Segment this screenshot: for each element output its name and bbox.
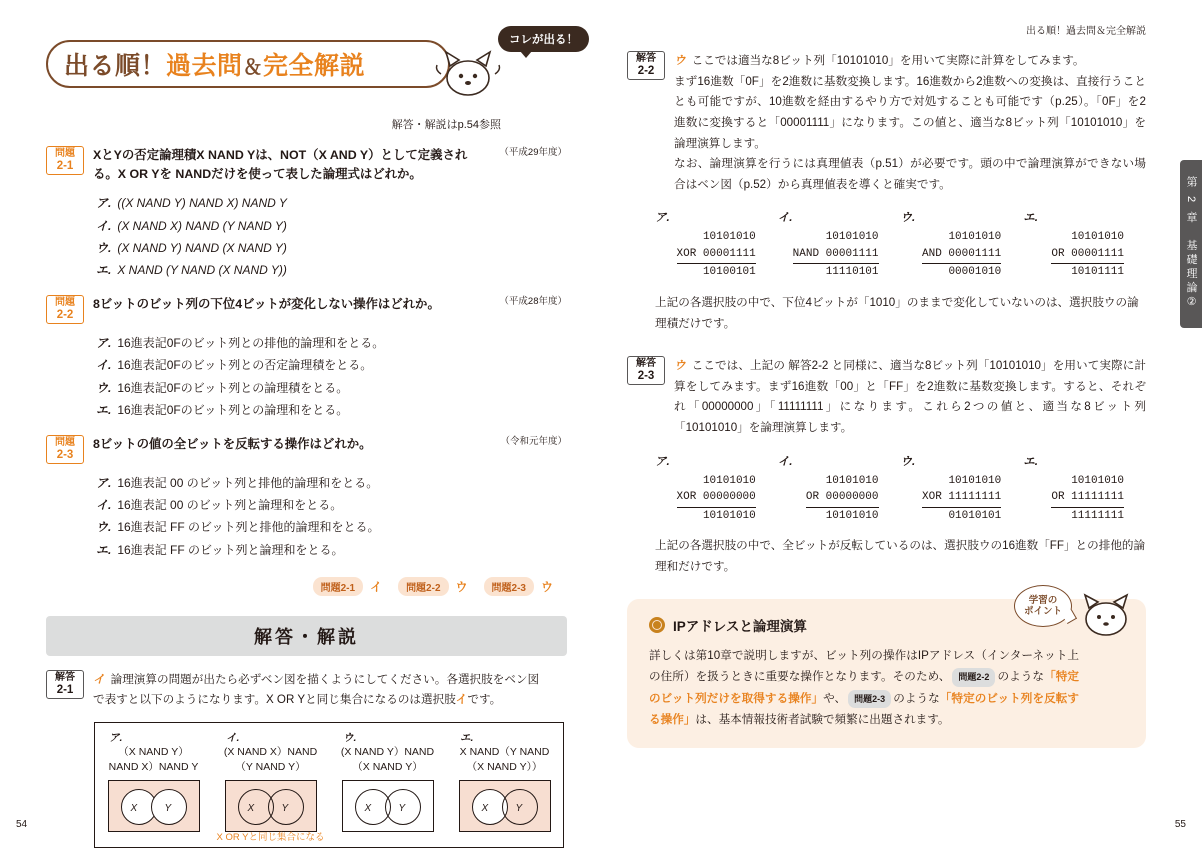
- answer-tag-2-3: [627, 356, 665, 385]
- venn-x-label: X: [364, 802, 372, 814]
- venn-diagram-figure: [94, 722, 564, 848]
- calc-lines: [1023, 473, 1146, 525]
- venn-marker: エ.: [460, 732, 474, 745]
- page-title-amp: ＆: [242, 57, 264, 79]
- calc-marker: エ.: [1023, 212, 1038, 225]
- venn-graphic: [225, 780, 317, 832]
- venn-graphic: [459, 780, 551, 832]
- answer-pill-label: 問題2-1: [313, 577, 363, 596]
- calc-operand-2: OR 00001111: [1051, 246, 1124, 265]
- explanation-block-2-2: [627, 51, 1146, 195]
- tip-text-4: のような: [893, 691, 940, 705]
- venn-label: [212, 731, 329, 774]
- answer-pill-value: ウ: [455, 579, 468, 594]
- calc-operand-1: 10101010: [948, 474, 1002, 487]
- calc-column: [778, 209, 901, 281]
- choice-item[interactable]: [96, 354, 567, 376]
- explanation-text-2: で表すと以下のようになります。X OR Yと同じ集合になるのは選択肢: [93, 692, 456, 706]
- answer-pill-label: 問題2-3: [484, 577, 534, 596]
- page-title-part2: 過去問: [166, 52, 243, 80]
- venn-cell: [446, 731, 563, 847]
- running-header: 出る順！過去問＆完全解説: [1026, 26, 1146, 37]
- choice-text: 16進表記0Fのビット列との否定論理積をとる。: [117, 358, 373, 373]
- choice-item[interactable]: [96, 399, 567, 421]
- answer-pill-label: 問題2-2: [398, 577, 448, 596]
- answer-letter-2-1: イ: [93, 672, 105, 686]
- venn-cell: [329, 731, 446, 847]
- choice-item[interactable]: [96, 237, 567, 259]
- choice-list-2-3: [96, 472, 567, 561]
- answer-summary-bar: [46, 577, 553, 596]
- page-title: [64, 46, 365, 82]
- choice-marker: ア.: [96, 336, 112, 351]
- question-year-2-2: （平成28年度）: [499, 296, 567, 308]
- reference-note: 解答・解説はp.54参照: [391, 119, 501, 131]
- calc-operand-2: XOR 00001111: [677, 246, 756, 265]
- answer-pill: [398, 577, 467, 596]
- page-number-right: 55: [1174, 819, 1186, 830]
- venn-formula-line1: (X NAND Y）NAND: [340, 746, 435, 759]
- calc-lines: [655, 473, 778, 525]
- choice-marker: エ.: [96, 263, 112, 277]
- calc-marker: ウ.: [900, 212, 916, 225]
- calc-result: 10101111: [1071, 266, 1124, 279]
- calc-operand-1: 10101010: [825, 474, 879, 487]
- study-point-bubble-line2: ポイント: [1023, 606, 1062, 618]
- study-point-box: [627, 594, 1146, 747]
- answer-pill-value: イ: [370, 579, 383, 594]
- answer-tag-number: 2-2: [637, 65, 655, 77]
- choice-text: 16進表記 FF のビット列と論理和をとる。: [117, 542, 344, 557]
- venn-marker: ア.: [109, 732, 123, 745]
- calc-column: [655, 453, 778, 525]
- chapter-side-tab: [1180, 160, 1202, 328]
- choice-item[interactable]: [96, 494, 567, 516]
- venn-label: [329, 731, 446, 774]
- choice-item[interactable]: [96, 539, 567, 561]
- calc-column: [655, 209, 778, 281]
- explanation-block-2-1: [46, 670, 567, 711]
- callout-bubble: コレが出る！: [498, 26, 589, 52]
- explanation-text-1: 論理演算の問題が出たら必ずベン図を描くようにしてください。各選択肢をベン図: [110, 672, 540, 686]
- question-tag-label: 問題: [55, 436, 75, 448]
- calc-marker: ア.: [655, 455, 670, 468]
- tip-text-5: は、基本情報技術者試験で頻繁に出題されます。: [695, 712, 950, 726]
- tip-inline-tag-2: 問題2-3: [848, 690, 891, 708]
- calc-result: 00001010: [948, 266, 1002, 279]
- choice-text: (X NAND X) NAND (Y NAND Y): [117, 218, 287, 233]
- choice-text: (X NAND Y) NAND (X NAND Y): [117, 240, 287, 255]
- question-tag-number: 2-3: [56, 448, 74, 461]
- venn-formula-line1: (X NAND X）NAND: [223, 746, 318, 759]
- calc-lines: [901, 473, 1024, 525]
- choice-list-2-2: [96, 332, 567, 421]
- page-title-part1: 出る順！: [64, 52, 167, 80]
- question-body-2-3: 8ビットの値の全ビットを反転する操作はどれか。: [93, 436, 372, 451]
- choice-item[interactable]: [96, 472, 567, 494]
- page-title-part3: 完全解説: [263, 52, 366, 80]
- venn-cell: [95, 731, 212, 847]
- explanation-body-2-3: [674, 356, 1146, 439]
- question-block-2-3: [46, 435, 567, 561]
- question-body-2-1: XとYの否定論理積X NAND Yは、NOT（X AND Y）として定義される。X OR Yを NANDだけを使って表した論理式はどれか。: [93, 148, 468, 182]
- choice-text: 16進表記0Fのビット列との論理積をとる。: [117, 380, 349, 395]
- question-text-2-3: [93, 435, 567, 454]
- choice-marker: エ.: [96, 542, 112, 557]
- calc-result: 10101010: [825, 509, 879, 522]
- explanation-text-3: です。: [467, 692, 502, 706]
- calc-result: 11110101: [825, 266, 879, 279]
- explanation-body-2-1: [93, 670, 567, 711]
- choice-item[interactable]: [96, 516, 567, 538]
- study-point-bubble-line1: 学習の: [1028, 594, 1058, 606]
- calc-operand-2: NAND 00001111: [793, 246, 879, 265]
- choice-list-2-1: [96, 192, 567, 281]
- choice-text: 16進表記 FF のビット列と排他的論理和をとる。: [117, 520, 380, 535]
- venn-formula-line2: （Y NAND Y）: [235, 760, 306, 773]
- calc-conclusion-2-2: 上記の各選択肢の中で、下位4ビットが「1010」のままで変化していないのは、選択肢ウの論理積だけです。: [655, 295, 1139, 330]
- calc-operand-2: XOR 11111111: [922, 489, 1001, 508]
- venn-x-label: X: [481, 802, 489, 814]
- choice-marker: エ.: [96, 402, 112, 417]
- calc-column: [1023, 453, 1146, 525]
- answer-tag-2-1: [46, 670, 84, 699]
- venn-x-label: X: [130, 802, 138, 814]
- calc-lines: [901, 229, 1024, 281]
- venn-marker: ウ.: [343, 732, 357, 745]
- tip-highlight-2: 「特定のビット列を反転する操作」: [649, 691, 1079, 726]
- venn-cell: [212, 731, 329, 847]
- question-text-2-2: [93, 295, 567, 314]
- choice-item[interactable]: [96, 332, 567, 354]
- calc-marker: イ.: [777, 212, 793, 225]
- calc-marker: イ.: [777, 455, 793, 468]
- calc-result: 10100101: [702, 266, 756, 279]
- calc-operand-1: 10101010: [825, 231, 879, 244]
- calculation-table-2-3: [655, 453, 1146, 525]
- tip-text-3: や、: [823, 691, 847, 705]
- choice-text: 16進表記0Fのビット列との論理和をとる。: [117, 402, 349, 417]
- answer-tag-label: 解答: [636, 53, 656, 64]
- calc-operand-2: OR 11111111: [1051, 489, 1124, 508]
- tip-text-1: 詳しくは第10章で説明しますが、ビット列の操作はIPアドレス（インターネット上の住所）を扱うときに重要な操作となります。そのため、: [649, 649, 1079, 684]
- choice-text: 16進表記0Fのビット列との排他的論理和をとる。: [117, 336, 385, 351]
- section-heading: 解答・解説: [46, 616, 567, 656]
- choice-marker: イ.: [96, 218, 112, 233]
- choice-marker: イ.: [96, 498, 112, 513]
- choice-item[interactable]: [96, 192, 567, 214]
- calc-result: 01010101: [948, 509, 1002, 522]
- explanation-block-2-3: [627, 356, 1146, 439]
- left-page: [0, 0, 601, 844]
- choice-marker: イ.: [96, 358, 112, 373]
- venn-label: [95, 731, 212, 774]
- study-point-body: [649, 645, 1079, 729]
- question-tag-label: 問題: [55, 297, 75, 309]
- explanation-bold-word: イ: [455, 692, 468, 706]
- page-number-left: 54: [16, 819, 28, 830]
- explanation-para-3: なお、論理演算を行うには真理値表（p.51）が必要です。頭の中で論理演算ができない場合はベン図（p.52）から真理値表を導くと確実です。: [674, 157, 1146, 191]
- answer-tag-number: 2-3: [637, 370, 655, 383]
- banner-frame: [46, 40, 450, 88]
- choice-text: X NAND (Y NAND (X NAND Y)): [117, 263, 287, 277]
- answer-pill: [484, 577, 553, 596]
- seal-icon: [649, 617, 665, 633]
- calc-result: 10101010: [702, 509, 756, 522]
- choice-item[interactable]: [96, 259, 567, 281]
- calculation-table-2-2: [655, 209, 1146, 281]
- choice-marker: ウ.: [96, 520, 112, 535]
- choice-text: ((X NAND Y) NAND X) NAND Y: [117, 196, 287, 211]
- explanation-para-2-3: ここでは、上記の 解答2-2 と同様に、適当な8ビット列「10101010」を用いて実際に計算をしてみます。まず16進数「00」と「FF」を2進数に基数変換します。すると、それぞれ「00000000」「11111111」になります。これら2つの値と、適当な8ビット列「10101010」を論理演算します。: [674, 359, 1146, 434]
- venn-graphic: [342, 780, 434, 832]
- explanation-para-1: ここでは適当な8ビット列「10101010」を用いて実際に計算をしてみます。: [691, 54, 1085, 67]
- answer-letter-2-2: ウ: [674, 54, 686, 67]
- chapter-side-tab-label: 第 2 章 基礎理論②: [1185, 176, 1197, 312]
- question-block-2-1: [46, 146, 567, 281]
- calc-operand-1: 10101010: [948, 231, 1002, 244]
- venn-y-label: Y: [398, 802, 406, 814]
- answer-tag-number: 2-1: [56, 683, 74, 696]
- answer-tag-label: 解答: [636, 358, 656, 370]
- choice-text: 16進表記 00 のビット列と排他的論理和をとる。: [117, 475, 379, 490]
- calc-result: 11111111: [1071, 509, 1124, 522]
- venn-graphic: [108, 780, 200, 832]
- calc-operand-1: 10101010: [1071, 231, 1124, 244]
- choice-item[interactable]: [96, 215, 567, 237]
- question-body-2-2: 8ビットのビット列の下位4ビットが変化しない操作はどれか。: [93, 297, 440, 312]
- question-text-2-1: [93, 146, 567, 184]
- answer-letter-2-3: ウ: [674, 359, 686, 373]
- tip-inline-tag-1: 問題2-2: [952, 668, 995, 686]
- calc-operand-1: 10101010: [1071, 474, 1124, 487]
- calc-column: [901, 209, 1024, 281]
- calc-operand-1: 10101010: [702, 474, 756, 487]
- calc-lines: [778, 229, 901, 281]
- calc-operand-1: 10101010: [702, 231, 756, 244]
- choice-marker: ウ.: [96, 380, 112, 395]
- explanation-body-2-2: [674, 51, 1146, 195]
- right-page: [601, 0, 1202, 840]
- study-point-title: IPアドレスと論理演算: [673, 619, 807, 635]
- question-tag-label: 問題: [55, 148, 75, 159]
- calc-marker: ウ.: [900, 455, 916, 468]
- question-block-2-2: [46, 295, 567, 421]
- venn-y-label: Y: [515, 802, 523, 814]
- venn-note: X OR Yと同じ集合になる: [216, 832, 325, 844]
- explanation-para-2: まず16進数「0F」を2進数に基数変換します。16進数から2進数への変換は、直接行うこととも可能ですが、10進数を経由するやり方で対処することも可能です（p.25）。「0F」を2進数に変換すると「00001111」になります。この値と、適当な8ビット列「10101010」を論理演算します。: [674, 74, 1146, 150]
- calc-marker: ア.: [655, 212, 670, 225]
- venn-y-label: Y: [281, 802, 289, 814]
- choice-marker: ア.: [96, 475, 112, 490]
- venn-marker: イ.: [226, 732, 240, 745]
- venn-formula-line2: （X NAND Y））: [466, 760, 543, 773]
- question-tag-number: 2-1: [56, 160, 74, 172]
- venn-y-label: Y: [164, 802, 172, 814]
- answer-pill: [313, 577, 382, 596]
- calc-operand-2: OR 00000000: [806, 489, 879, 508]
- calc-column: [901, 453, 1024, 525]
- question-tag-2-2: [46, 295, 84, 324]
- venn-formula-line2: （X NAND Y）: [352, 760, 423, 773]
- calc-lines: [778, 473, 901, 525]
- page-header-banner: [46, 34, 578, 112]
- answer-pill-value: ウ: [540, 579, 553, 594]
- calc-column: [778, 453, 901, 525]
- answer-tag-label: 解答: [55, 671, 75, 683]
- venn-x-label: X: [247, 802, 255, 814]
- venn-label: [446, 731, 563, 774]
- fox-mascot-icon: [1074, 587, 1138, 639]
- calc-lines: [655, 229, 778, 281]
- choice-marker: ア.: [96, 196, 112, 211]
- calc-conclusion-2-3: 上記の各選択肢の中で、全ビットが反転しているのは、選択肢ウの16進数「FF」との排他的論理和だけです。: [655, 539, 1146, 573]
- calc-operand-2: XOR 00000000: [677, 489, 756, 508]
- fox-mascot-icon: [433, 44, 503, 100]
- calc-operand-2: AND 00001111: [922, 246, 1001, 265]
- question-year-2-1: （平成29年度）: [499, 147, 567, 158]
- question-year-2-3: （令和元年度）: [500, 435, 567, 447]
- calc-lines: [1023, 229, 1146, 281]
- question-tag-2-1: [46, 146, 84, 175]
- question-tag-2-3: [46, 435, 84, 464]
- venn-formula-line2: NAND X）NAND Y: [108, 760, 199, 773]
- venn-formula-line1: （X NAND Y）: [118, 746, 189, 759]
- calc-marker: エ.: [1023, 455, 1038, 468]
- question-tag-number: 2-2: [56, 309, 74, 322]
- tip-text-2: のような: [997, 670, 1045, 684]
- choice-item[interactable]: [96, 377, 567, 399]
- venn-formula-line1: X NAND（Y NAND: [459, 746, 550, 759]
- answer-tag-2-2: [627, 51, 665, 80]
- choice-text: 16進表記 00 のビット列と論理和をとる。: [117, 498, 343, 513]
- calc-column: [1023, 209, 1146, 281]
- choice-marker: ウ.: [96, 240, 112, 255]
- tip-highlight-1: 「特定のビット列だけを取得する操作」: [649, 670, 1079, 705]
